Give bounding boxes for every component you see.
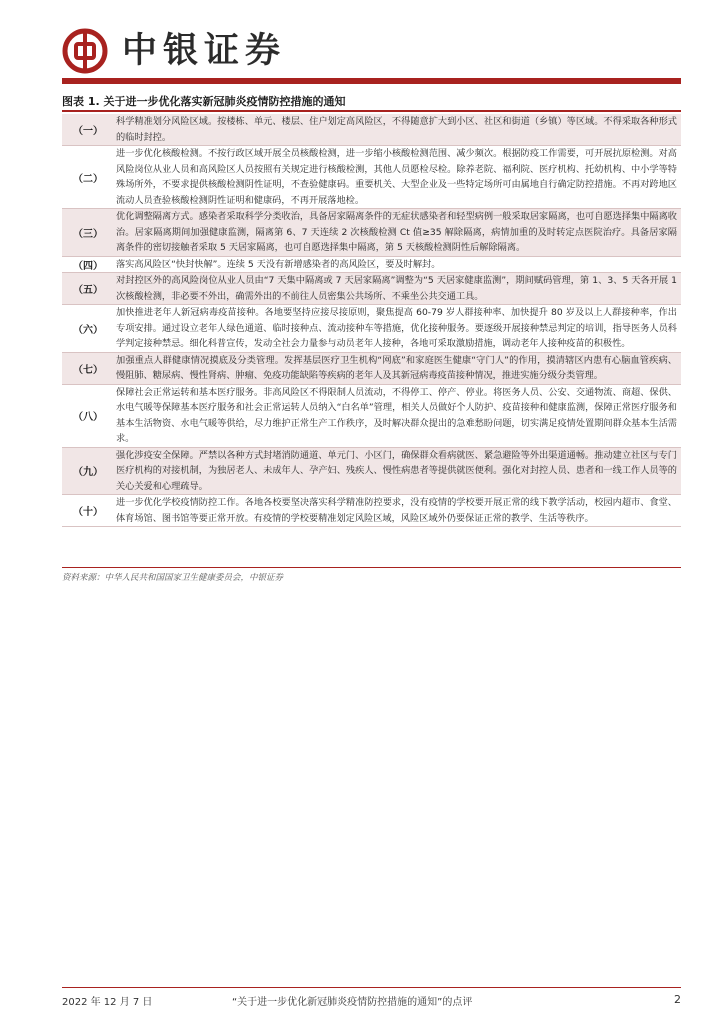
source-note: 资料来源：中华人民共和国国家卫生健康委员会，中银证券 <box>62 573 284 583</box>
table-row <box>62 114 681 146</box>
row-number: （七） <box>73 364 103 376</box>
row-number: （六） <box>73 324 103 336</box>
table-row <box>62 305 681 353</box>
table-row <box>62 495 681 527</box>
row-text: 保障社会正常运转和基本医疗服务。非高风险区不得限制人员流动，不得停工、停产、停业。将医务人员、公安、交通物流、商超、保供、水电气暖等保障基本医疗服务和社会正常运转人员纳入“白名单”管理，相关人员做好个人防护、疫苗接种和健康监测，保障正常医疗服务和基本生活物资、水电气暖等供给，尽力维护正常生产工作秩序，及时解决群众提出的急难愁盼问题，切实满足疫情处置期间群众基本生活需求。 <box>116 386 677 444</box>
table-row <box>62 209 681 257</box>
table-row <box>62 257 681 274</box>
row-text: 加快推进老年人新冠病毒疫苗接种。各地要坚持应接尽接原则，聚焦提高 60-79 岁人群接种率、加快提升 80 岁及以上人群接种率，作出专项安排。通过设立老年人绿色通道、临时接种点、流动接种车等措施，优化接种服务。要逐级开展接种禁忌判定的培训，指导医务人员科学判定接种禁忌。细化科普宣传，发动全社会力量参与动员老年人接种，各地可采取激励措施，调动老年人接种疫苗的积极性。 <box>116 307 677 349</box>
bank-of-china-logo-icon <box>62 28 108 74</box>
row-number: （九） <box>73 467 103 479</box>
row-text: 优化调整隔离方式。感染者采取科学分类收治，具备居家隔离条件的无症状感染者和轻型病例一般采取居家隔离，也可自愿选择集中隔离收治。居家隔离期间加强健康监测，隔离第 6、7 天连续 2 次核酸检测 Ct 值≥35 解除隔离，病情加重的及时转定点医院治疗。具备居家隔离条件的密切接触者采取 5 天居家隔离，也可自愿选择集中隔离，第 5 天核酸检测阴性后解除隔离。 <box>116 211 677 253</box>
row-text: 进一步优化学校疫情防控工作。各地各校要坚决落实科学精准防控要求，没有疫情的学校要开展正常的线下教学活动，校园内超市、食堂、体育场馆、图书馆等要正常开放。有疫情的学校要精准划定风险区域，风险区域外仍要保证正常的教学、生活等秩序。 <box>116 497 677 524</box>
table-title-divider <box>62 110 681 112</box>
table-title: 图表 1. 关于进一步优化落实新冠肺炎疫情防控措施的通知 <box>62 95 346 108</box>
table-row <box>62 353 681 385</box>
source-divider <box>62 567 681 568</box>
row-text: 强化涉疫安全保障。严禁以各种方式封堵消防通道、单元门、小区门，确保群众看病就医、紧急避险等外出渠道通畅。推动建立社区与专门医疗机构的对接机制，为独居老人、未成年人、孕产妇、残疾人、慢性病患者等提供就医便利。强化对封控人员、患者和一线工作人员等的关心关爱和心理疏导。 <box>116 449 677 492</box>
footer-divider <box>62 987 681 988</box>
policy-table <box>62 114 681 527</box>
header-logo <box>62 26 286 76</box>
row-number: （五） <box>73 285 103 296</box>
brand-name: 中银证券 <box>122 30 287 71</box>
row-text: 落实高风险区“快封快解”。连续 5 天没有新增感染者的高风险区，要及时解封。 <box>116 258 441 270</box>
footer-date: 2022 年 12 月 7 日 <box>62 997 153 1008</box>
row-text: 进一步优化核酸检测。不按行政区域开展全员核酸检测，进一步缩小核酸检测范围、减少频次。根据防疫工作需要，可开展抗原检测。对高风险岗位从业人员和高风险区人员按照有关规定进行核酸检测，其他人员愿检尽检。除养老院、福利院、医疗机构、托幼机构、中小学等特殊场所外，不要求提供核酸检测阴性证明，不查验健康码。重要机关、大型企业及一些特定场所可由属地自行确定防控措施。不再对跨地区流动人员查验核酸检测阴性证明和健康码，不再开展落地检。 <box>116 148 677 206</box>
row-text: 加强重点人群健康情况摸底及分类管理。发挥基层医疗卫生机构“网底”和家庭医生健康“守门人”的作用，摸清辖区内患有心脑血管疾病、慢阻肺、糖尿病、慢性肾病、肿瘤、免疫功能缺陷等疾病的老年人及其新冠病毒疫苗接种情况，推进实施分级分类管理。 <box>116 354 677 381</box>
page-number: 2 <box>674 993 681 1006</box>
row-number: （十） <box>73 507 103 518</box>
table-row <box>62 273 681 305</box>
row-number: （三） <box>73 228 103 240</box>
row-number: （一） <box>73 126 103 137</box>
header-divider <box>62 78 681 84</box>
row-text: 对封控区外的高风险岗位从业人员由“7 天集中隔离或 7 天居家隔离”调整为“5 天居家健康监测”，期间赋码管理，第 1、3、5 天各开展 1 次核酸检测，非必要不外出，确需外出的不前往人员密集公共场所、不乘坐公共交通工具。 <box>116 275 677 302</box>
table-row <box>62 146 681 209</box>
row-number: （二） <box>73 173 103 185</box>
row-text: 科学精准划分风险区域。按楼栋、单元、楼层、住户划定高风险区，不得随意扩大到小区、社区和街道（乡镇）等区域。不得采取各种形式的临时封控。 <box>116 116 677 143</box>
table-row <box>62 385 681 448</box>
table-row <box>62 448 681 496</box>
footer-doc-title: “关于进一步优化新冠肺炎疫情防控措施的通知”的点评 <box>232 997 473 1008</box>
row-number: （八） <box>73 412 103 423</box>
row-number: （四） <box>73 260 103 272</box>
